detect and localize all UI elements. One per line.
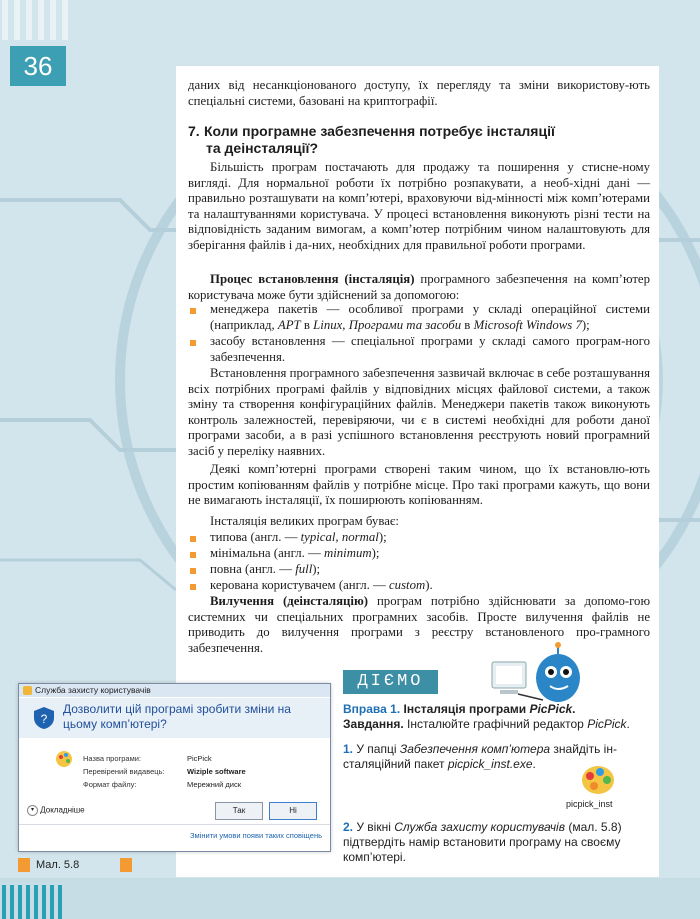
chevron-down-icon: ▾ (27, 805, 38, 816)
dialog-question: Дозволити цій програмі зробити зміни на цьому комп’ютері? (63, 702, 291, 731)
program-name-value: PicPick (187, 754, 212, 763)
bullet-marker (190, 308, 196, 314)
list-item: мінімальна (англ. — minimum); (210, 546, 380, 560)
list-item: менеджера пакетів — особливої програми у складі операційної системи (наприклад, APT в Linux, Програми та засоби в Microsoft Windows 7); (210, 302, 650, 332)
activity-badge: ДІЄМО (343, 670, 438, 694)
bullet-marker (190, 584, 196, 590)
uac-dialog (18, 683, 331, 852)
page-number: 36 (10, 46, 66, 86)
picpick-app-icon (55, 750, 73, 768)
list-item: типова (англ. — typical, normal); (210, 530, 387, 544)
paragraph-1: Більшість програм постачають для продажу та поширення у стисне-ному вигляді. Для нормальної роботи їх потрібно розпакувати, а необ-хідні дані — правильно розташувати на комп’ютері, враховуючи від-мінності між комп’ютерами та налаштуваннями користувача. У процесі встановлення виконують різні тести на відповідність заданим вимогам, а комп’ютер потрібним чином налаштовують для зберігання файлів і да-них, необхідних для правильної роботи програми. (188, 160, 650, 252)
details-toggle[interactable]: ▾ Докладніше (27, 805, 85, 816)
exercise-title: Вправа 1. Інсталяція програми PicPick. (343, 702, 576, 716)
bullet-marker (190, 536, 196, 542)
paragraph-5: Інсталяція великих програм буває: (210, 514, 399, 528)
file-format-value: Мережний диск (187, 780, 241, 789)
picpick-installer-icon[interactable] (580, 762, 616, 798)
intro-paragraph: даних від несанкціонованого доступу, їх перегляду та зміни використову-ють спеціальні системи, базовані на криптографії. (188, 78, 650, 108)
installer-file-label: picpick_inst (566, 799, 613, 809)
paragraph-2: Процес встановлення (інсталяція) програмного забезпечення на комп’ютер користувача може бути здійснений за допомогою: (188, 272, 651, 302)
list-item: повна (англ. — full); (210, 562, 321, 576)
publisher-value: Wiziple software (187, 767, 246, 776)
svg-text:?: ? (40, 712, 48, 726)
security-shield-icon (33, 706, 55, 730)
paragraph-4: Деякі комп’ютерні програми створені таким чином, що їх встановлю-ють простим копіюванням файлів у потрібне місце. Про такі програми кажуть, що вони не вимагають інсталяції, їх поширюють копіюванням. (188, 462, 650, 507)
no-button[interactable]: Ні (269, 802, 317, 820)
change-notification-settings-link[interactable]: Змінити умови появи таких сповіщень (190, 831, 322, 840)
list-item: керована користувачем (англ. — custom). (210, 578, 433, 592)
exercise-task: Завдання. Інсталюйте графічний редактор PicPick. (343, 717, 630, 731)
exercise-step-2: 2. У вікні Служба захисту користувачів (мал. 5.8) підтвердіть намір встановити програму на своєму комп’ютері. (343, 820, 622, 864)
file-format-label: Формат файлу: (83, 780, 137, 789)
figure-caption: Мал. 5.8 (36, 859, 80, 871)
robot-computer-illustration (488, 642, 588, 704)
list-item: засобу встановлення — спеціальної програми у складі самого програм-ного забезпечення. (210, 334, 650, 364)
paragraph-3: Встановлення програмного забезпечення зазвичай включає в себе розташування всіх потрібних програмі файлів у відповідних місцях файлової системи, а також зміну та створення конфігураційних файлів. Менеджери пакетів також виконують контроль залежностей, перевіряючи, чи є в системі необхідні для роботи даної програми засоби, а в разі успішного встановлення реєструють новий програмний засіб у переліку наявних. (188, 366, 650, 458)
yes-button[interactable]: Так (215, 802, 263, 820)
divider (19, 824, 330, 825)
dialog-title: Служба захисту користувачів (35, 685, 151, 695)
program-name-label: Назва програми: (83, 754, 142, 763)
section-heading: 7. Коли програмне забезпечення потребує інсталяції та деінсталяції? (188, 123, 555, 156)
bullet-marker (190, 552, 196, 558)
dialog-titlebar (19, 684, 330, 697)
publisher-label: Перевірений видавець: (83, 767, 165, 776)
bullet-marker (190, 568, 196, 574)
caption-marker (120, 858, 132, 872)
shield-icon (23, 686, 32, 695)
bullet-marker (190, 340, 196, 346)
paragraph-6: Вилучення (деінсталяцію) програм потрібно здійснювати за допомо-гою системних чи спеціальних програмних засобів. Просте вилучення файлів не приводить до вилучення програми з реєстру встановленого про-грамного забезпечення. (188, 594, 650, 655)
exercise-step-1: 1. У папці Забезпечення комп’ютера знайдіть ін-сталяційний пакет picpick_inst.exe. (343, 742, 617, 771)
caption-marker (18, 858, 30, 872)
